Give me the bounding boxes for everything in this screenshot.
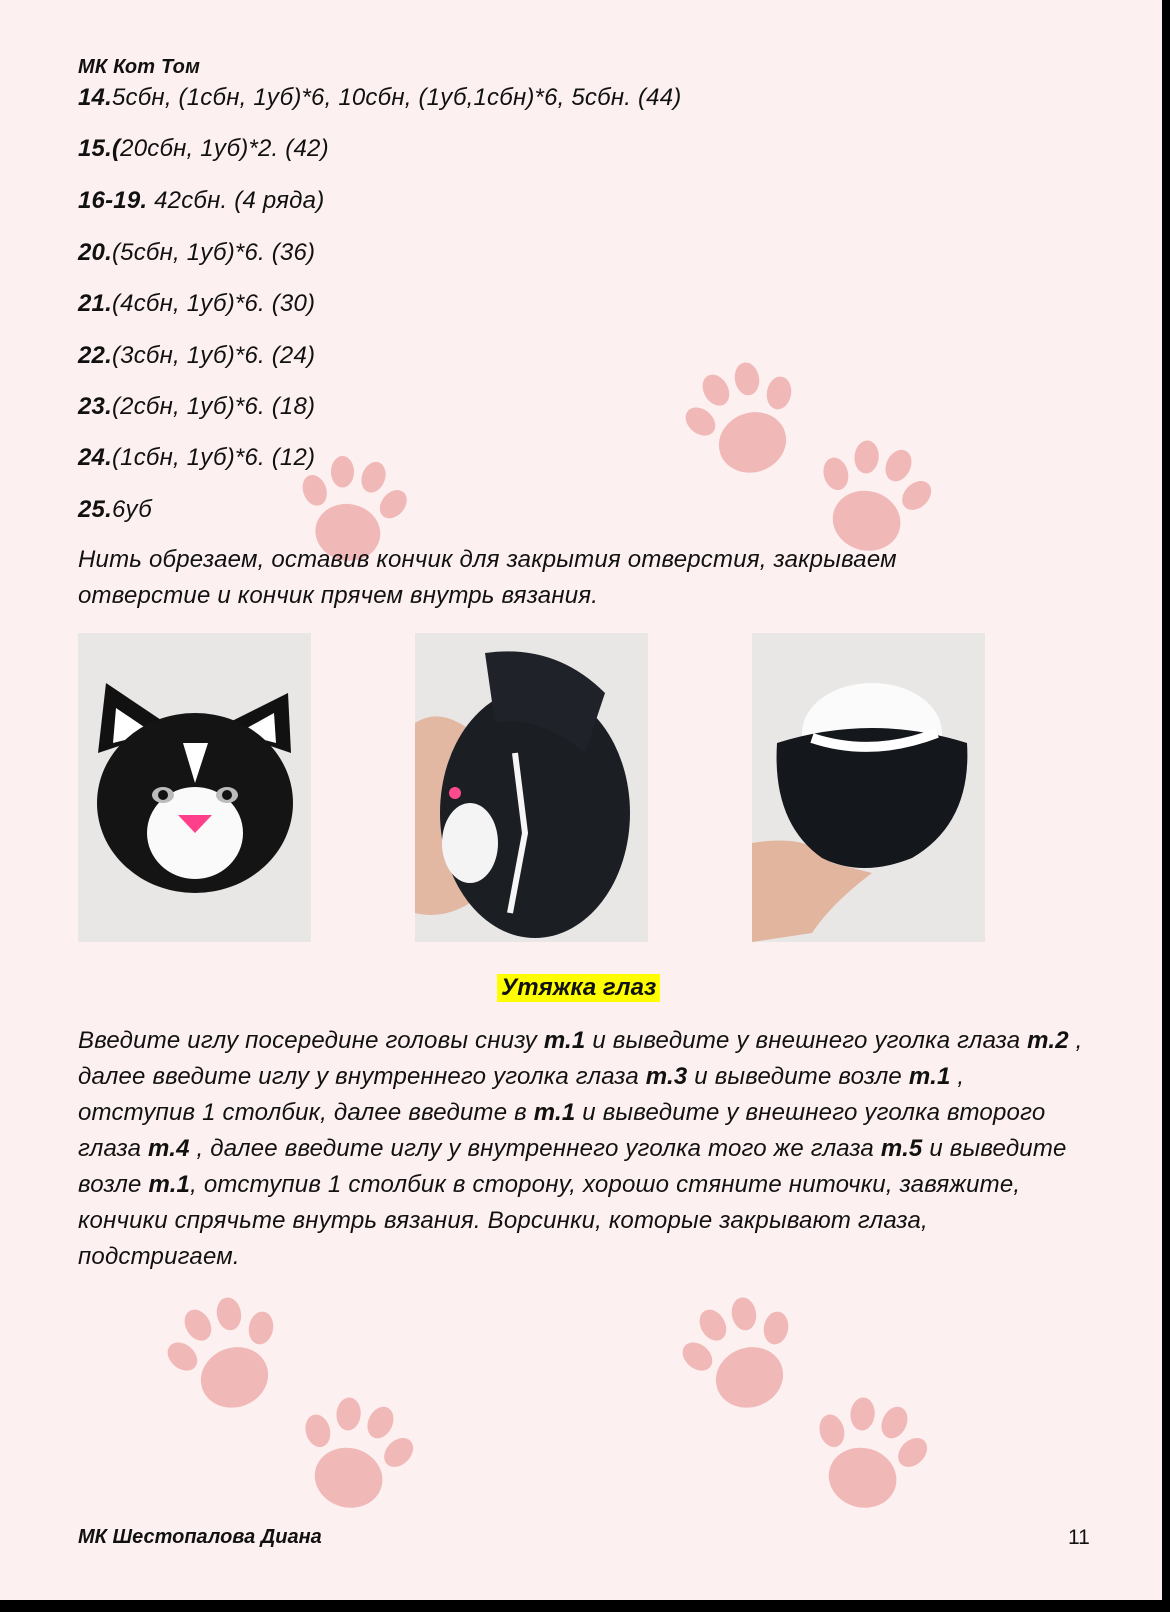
- pattern-row: [78, 393, 315, 421]
- row-instructions: 6уб: [111, 496, 152, 523]
- row-number: 24.: [78, 444, 112, 471]
- photo-back-view: [752, 633, 985, 942]
- row-instructions: (2сбн, 1уб)*6. (18): [111, 393, 316, 420]
- photo-side-view: [415, 633, 648, 942]
- section-heading: Утяжка глаз: [497, 974, 660, 1002]
- row-number: 22.: [78, 342, 112, 369]
- point-marker: т.2: [1027, 1027, 1069, 1054]
- pattern-row: [78, 342, 315, 370]
- footer-author: МК Шестопалова Диана: [78, 1526, 322, 1548]
- pattern-row: [78, 239, 315, 267]
- row-number: 20.: [78, 239, 112, 266]
- document-title: МК Кот Том: [78, 56, 201, 78]
- row-number: 25.: [78, 496, 112, 523]
- point-marker: т.3: [645, 1063, 688, 1090]
- pattern-row: [78, 84, 681, 112]
- instruction-text: Введите иглу посередине головы снизу: [78, 1027, 544, 1054]
- instruction-text: и выведите у внешнего уголка второго глаза: [78, 1099, 1046, 1162]
- instruction-text: , далее введите иглу у внутреннего уголка того же глаза: [189, 1135, 881, 1162]
- pattern-row: [78, 187, 324, 215]
- row-instructions: (3сбн, 1уб)*6. (24): [111, 342, 316, 369]
- point-marker: т.1: [148, 1171, 191, 1198]
- instruction-text: , далее введите иглу у внутреннего уголка глаза: [78, 1027, 1083, 1090]
- point-marker: т.4: [148, 1135, 190, 1162]
- row-instructions: 20сбн, 1уб)*2. (42): [120, 135, 329, 162]
- page-number: 11: [1068, 1526, 1090, 1549]
- point-marker: т.1: [908, 1063, 951, 1090]
- point-marker: т.1: [533, 1099, 576, 1126]
- point-marker: т.5: [880, 1135, 923, 1162]
- closing-line-1: Нить обрезаем, оставив кончик для закрытия отверстия, закрываем: [78, 546, 897, 573]
- instruction-text: и выведите у внешнего уголка глаза: [585, 1027, 1028, 1054]
- instruction-text: , отступив 1 столбик, далее введите в: [78, 1063, 965, 1126]
- photo-cat-face: [78, 633, 311, 942]
- row-number: 16-19.: [78, 187, 148, 214]
- eye-tightening-instruction: [78, 1023, 1088, 1275]
- pattern-row: [78, 290, 315, 318]
- row-number: 14.: [78, 84, 112, 111]
- pattern-row: [78, 444, 315, 472]
- row-instructions: (5сбн, 1уб)*6. (36): [111, 239, 316, 266]
- row-instructions: 42сбн. (4 ряда): [147, 187, 325, 214]
- row-number: 21.: [78, 290, 112, 317]
- point-marker: т.1: [543, 1027, 586, 1054]
- instruction-text: и выведите возле: [687, 1063, 909, 1090]
- pattern-row: [78, 135, 329, 163]
- row-instructions: (4сбн, 1уб)*6. (30): [111, 290, 316, 317]
- instruction-text: , отступив 1 столбик в сторону, хорошо стяните ниточки, завяжите, кончики спрячьте внутрь вязания. Ворсинки, которые закрывают глаза, подстригаем.: [78, 1171, 1021, 1270]
- instruction-text: и выведите возле: [78, 1135, 1067, 1198]
- row-instructions: (1сбн, 1уб)*6. (12): [111, 444, 316, 471]
- row-number: 23.: [78, 393, 112, 420]
- row-number: 15.(: [78, 135, 121, 162]
- closing-line-2: отверстие и кончик прячем внутрь вязания.: [78, 582, 599, 609]
- pattern-row: [78, 496, 152, 524]
- row-instructions: 5сбн, (1сбн, 1уб)*6, 10сбн, (1уб,1сбн)*6, 5сбн. (44): [111, 84, 682, 111]
